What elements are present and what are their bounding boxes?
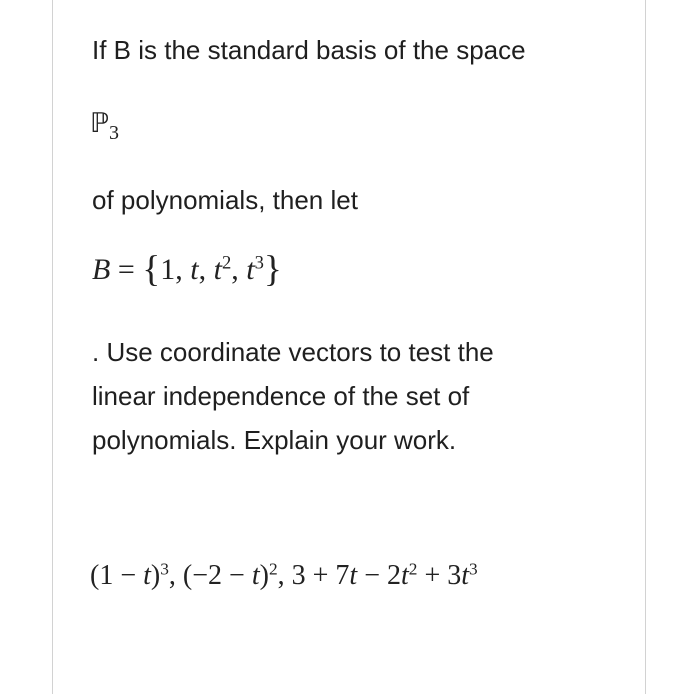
instruction-line-1: . Use coordinate vectors to test the xyxy=(92,337,494,367)
poly3-part-a: 3 + 7 xyxy=(291,560,350,591)
space-subscript: 3 xyxy=(108,122,119,144)
poly3-t3: t xyxy=(461,560,470,591)
poly1-open: (1 − xyxy=(90,560,144,591)
separator-1: , xyxy=(168,560,183,591)
basis-one: 1 xyxy=(160,252,176,286)
poly2-close: ) xyxy=(259,560,269,591)
poly3-t1: t xyxy=(349,560,358,591)
instruction-line-2: linear independence of the set of xyxy=(92,381,470,411)
equals-sign: = xyxy=(117,252,135,286)
double-struck-p: ℙ xyxy=(90,108,109,139)
poly2-exp: 2 xyxy=(268,559,278,579)
poly3-exp2: 2 xyxy=(408,559,418,579)
basis-definition: B = {1, t, $t^2$, $t^3$} xyxy=(92,249,282,290)
poly3-t2: t xyxy=(401,560,409,591)
space-symbol xyxy=(90,108,119,144)
basis-exp-2: 2 xyxy=(221,252,232,274)
poly3-exp3: 3 xyxy=(469,559,478,579)
poly1-var: t xyxy=(143,560,151,591)
instruction-line-3: polynomials. Explain your work. xyxy=(92,425,457,455)
basis-t-squared: t xyxy=(213,252,222,286)
separator-2: , xyxy=(277,560,292,591)
intro-text: If B is the standard basis of the space xyxy=(92,35,526,65)
poly3-part-c: + 3 xyxy=(417,560,462,591)
open-brace: { xyxy=(142,249,161,290)
poly1-exp: 3 xyxy=(160,559,169,579)
basis-lhs: B xyxy=(92,252,111,286)
polynomial-set xyxy=(90,560,478,592)
basis-t-cubed: t xyxy=(246,252,255,286)
close-brace: } xyxy=(263,249,282,290)
basis-exp-3: 3 xyxy=(254,252,264,274)
poly2-var: t xyxy=(251,560,260,591)
poly2-open: (−2 − xyxy=(182,560,252,591)
polynomials-text: of polynomials, then let xyxy=(92,185,358,215)
basis-t: t xyxy=(190,252,199,286)
poly3-part-b: − 2 xyxy=(357,560,401,591)
poly1-close: ) xyxy=(150,560,161,591)
